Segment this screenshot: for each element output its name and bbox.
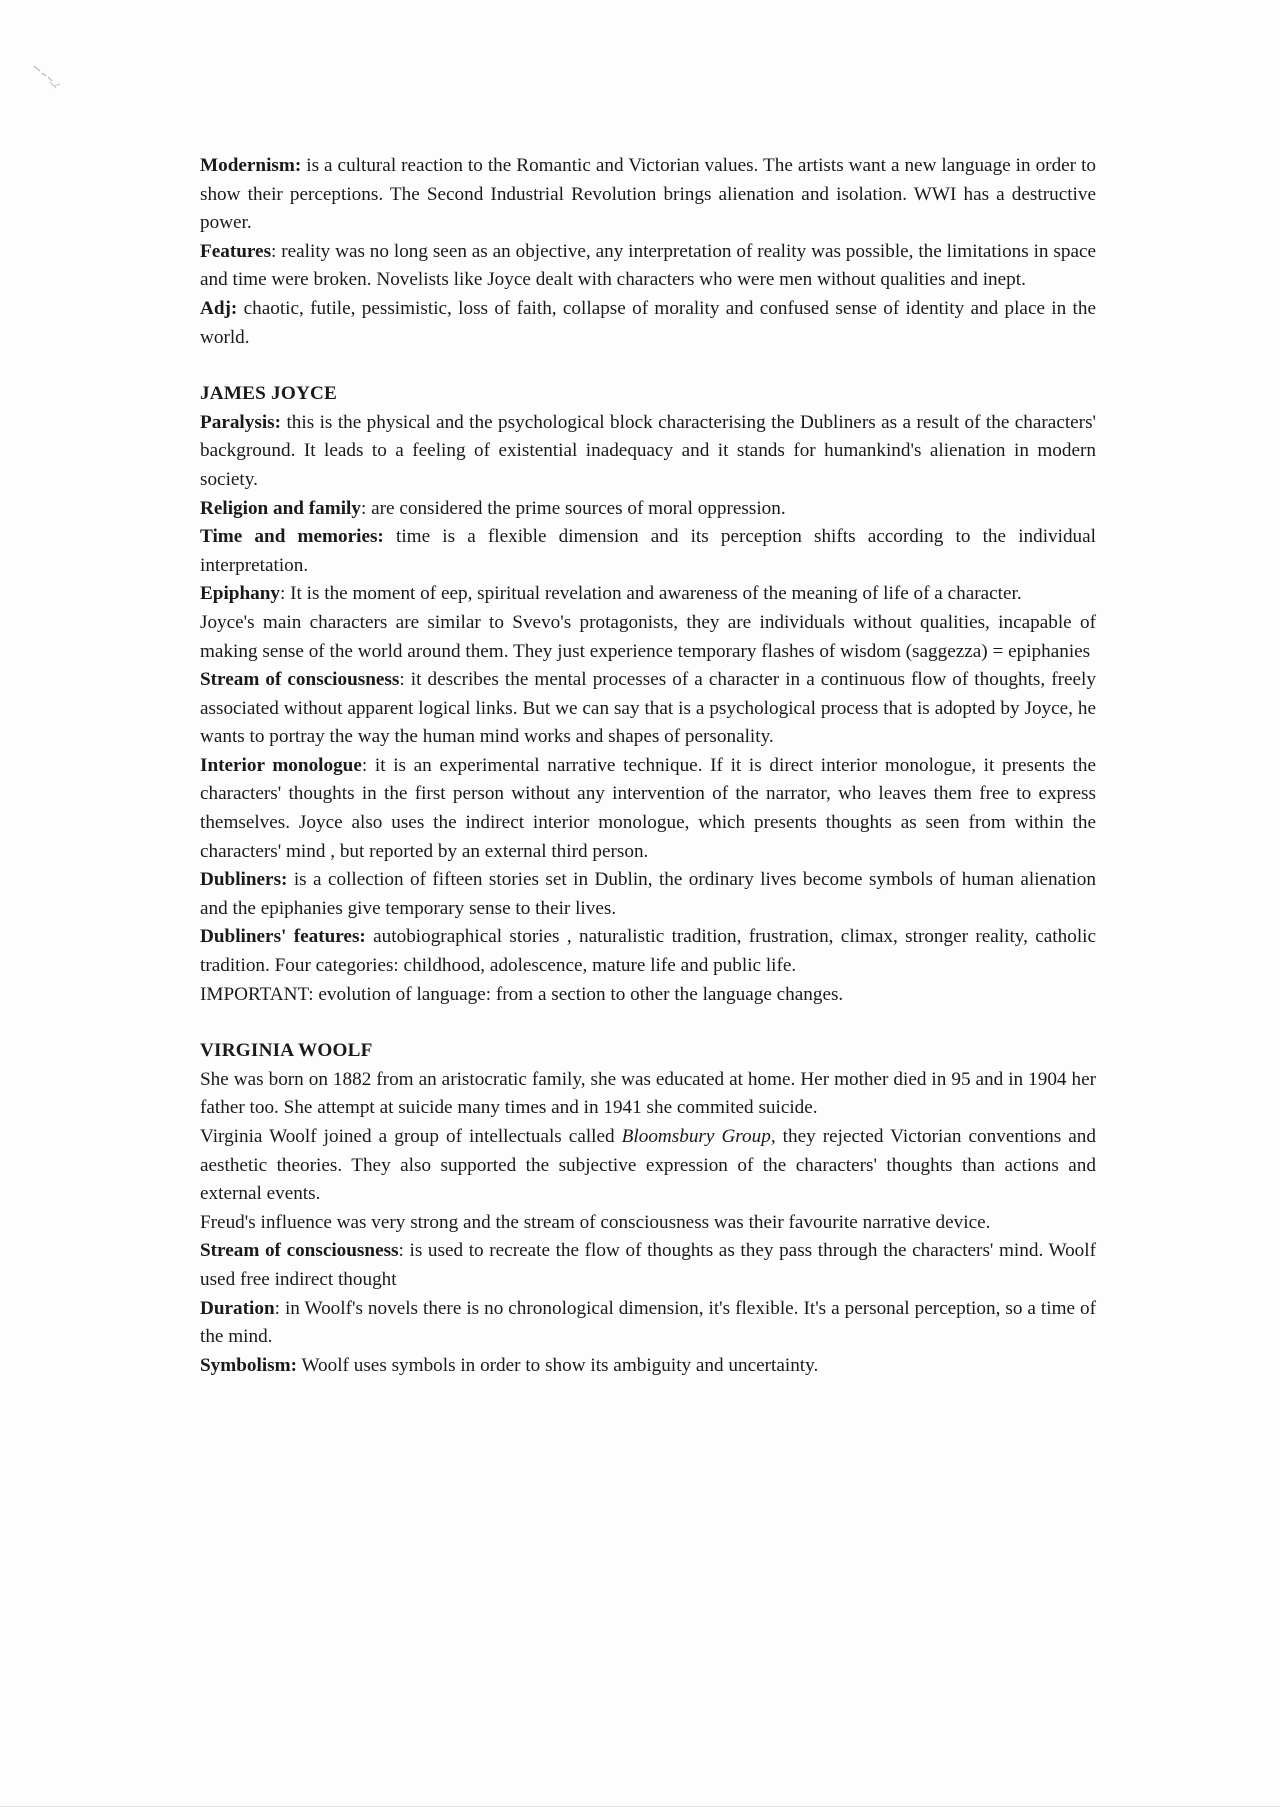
paragraph-text: chaotic, futile, pessimistic, loss of faith, collapse of morality and confused sense of identity and place in the world.: [200, 297, 1096, 348]
paragraph-text: time is a flexible dimension and its perception shifts according to the individual interpretation.: [200, 526, 1097, 576]
paragraph-text: this is the physical and the psychological block characterising the Dubliners as a result of the characters' background. It leads to a feeling of existential inadequacy and it stands for humankind's alienation in modern society.: [200, 411, 1096, 490]
paragraph-paralysis: [200, 409, 1096, 495]
term-label: Duration: [200, 1297, 275, 1319]
paragraph-text: is a cultural reaction to the Romantic and Victorian values. The artists want a new language in order to show their perceptions. The Second Industrial Revolution brings alienation and isolation. WWI has a destructive power.: [200, 155, 1096, 234]
paragraph-important: [200, 981, 1096, 1010]
term-label: Dubliners:: [200, 869, 288, 891]
paragraph-stream-joyce: [200, 666, 1096, 752]
paragraph-text: : it is an experimental narrative technique. If it is direct interior monologue, it presents the characters' thoughts in the first person without any intervention of the narrator, who leaves them free to express themselves. Joyce also uses the indirect interior monologue, which presents thoughts as seen from within the characters' mind , but reported by an external third person.: [200, 754, 1096, 862]
paragraph-text: autobiographical stories , naturalistic tradition, frustration, climax, stronger reality, catholic tradition. Four categories: childhood, adolescence, mature life and public life.: [200, 926, 1096, 977]
paragraph-text: Woolf uses symbols in order to show its ambiguity and uncertainty.: [297, 1354, 819, 1376]
term-label: Epiphany: [200, 583, 281, 605]
paragraph-symbolism: [200, 1352, 1096, 1381]
scan-artifact-icon: [30, 62, 70, 102]
paragraph-woolf-biography: [200, 1066, 1096, 1123]
paragraph-dubliners-features: [200, 923, 1096, 980]
paragraph-religion-family: [200, 495, 1096, 524]
paragraph-text: Joyce's main characters are similar to Svevo's protagonists, they are individuals without qualities, incapable of making sense of the world around them. They just experience temporary flashes of wisdom (saggezza) = epiphanies: [200, 611, 1096, 662]
paragraph-text: : reality was no long seen as an objective, any interpretation of reality was possible, the limitations in space and time were broken. Novelists like Joyce dealt with characters who were men without qualities and inept.: [200, 240, 1096, 291]
paragraph-interior-monologue: [200, 752, 1096, 866]
term-label: Modernism:: [200, 155, 302, 176]
paragraph-epiphany: [200, 580, 1096, 609]
paragraph-text: IMPORTANT: evolution of language: from a section to other the language changes.: [200, 983, 844, 1005]
paragraph-stream-woolf: [200, 1237, 1096, 1294]
paragraph-dubliners: [200, 866, 1096, 923]
paragraph-text: : It is the moment of eep, spiritual revelation and awareness of the meaning of life of a character.: [280, 583, 1022, 605]
term-label: Stream of consciousness: [200, 669, 400, 691]
italic-term: Bloomsbury Group,: [621, 1126, 776, 1147]
section-heading-virginia-woolf: VIRGINIA WOOLF: [200, 1040, 373, 1062]
paragraph-duration: [200, 1295, 1096, 1352]
paragraph-text: is a collection of fifteen stories set in Dublin, the ordinary lives become symbols of human alienation and the epiphanies give temporary sense to their lives.: [200, 869, 1096, 919]
paragraph-text: : it describes the mental processes of a character in a continuous flow of thoughts, freely associated without apparent logical links. But we can say that is a psychological process that is adopted by Joyce, he wants to portray the way the human mind works and shapes of personality.: [200, 669, 1096, 748]
paragraph-text: : are considered the prime sources of moral oppression.: [360, 497, 786, 519]
paragraph-freud: [200, 1209, 1096, 1238]
paragraph-text: : is used to recreate the flow of thoughts as they pass through the characters' mind. Woolf used free indirect thought: [200, 1240, 1096, 1290]
term-label: Interior monologue: [200, 754, 362, 776]
term-label: Time and memories:: [200, 526, 384, 548]
paragraph-features: [200, 238, 1096, 295]
term-label: Symbolism:: [200, 1354, 298, 1376]
term-label: Dubliners' features:: [200, 926, 366, 948]
term-label: Paralysis:: [200, 411, 282, 433]
paragraph-text: they rejected Victorian conventions and aesthetic theories. They also supported the subjective expression of the characters' thoughts than actions and external events.: [200, 1126, 1096, 1205]
section-heading-james-joyce: JAMES JOYCE: [200, 383, 338, 405]
paragraph-bloomsbury: [200, 1123, 1096, 1209]
term-label: Adj:: [200, 297, 238, 319]
paragraph-modernism: [200, 152, 1096, 238]
paragraph-text: : in Woolf's novels there is no chronological dimension, it's flexible. It's a personal perception, so a time of the mind.: [200, 1297, 1096, 1348]
paragraph-text: Virginia Woolf joined a group of intellectuals called: [200, 1126, 622, 1147]
paragraph-adj: [200, 295, 1096, 352]
page-bottom-edge: [0, 1806, 1280, 1807]
paragraph-text: She was born on 1882 from an aristocratic family, she was educated at home. Her mother died in 95 and in 1904 her father too. She attempt at suicide many times and in 1941 she commited suicide.: [200, 1068, 1096, 1119]
document-body: [200, 152, 1096, 1380]
term-label: Religion and family: [200, 497, 361, 519]
paragraph-text: Freud's influence was very strong and the stream of consciousness was their favourite narrative device.: [200, 1211, 991, 1233]
paragraph-time-memories: [200, 523, 1096, 580]
term-label: Stream of consciousness: [200, 1240, 399, 1262]
term-label: Features: [200, 240, 272, 262]
paragraph-joyce-characters: [200, 609, 1096, 666]
